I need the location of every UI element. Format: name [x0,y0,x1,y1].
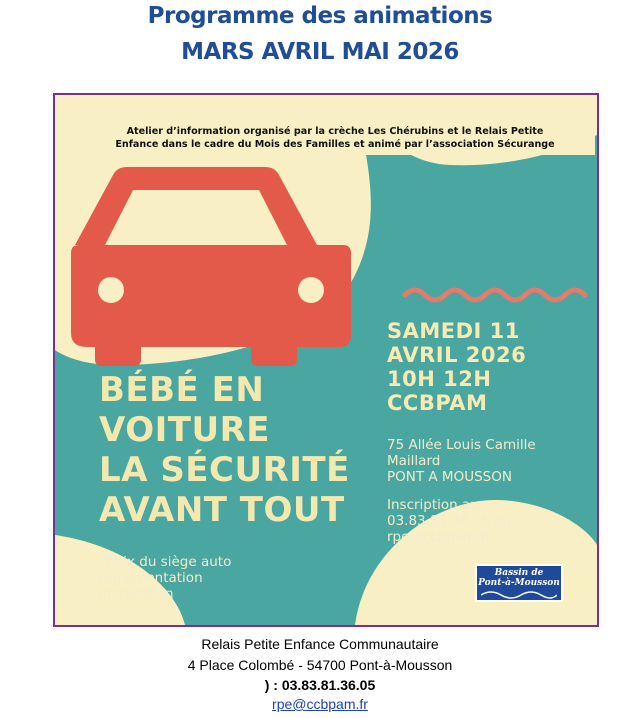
footer-organization: Relais Petite Enfance Communautaire [201,636,439,652]
intro-line: Enfance dans le cadre du Mois des Familles et animé par l’association Sécurange [115,139,555,150]
registration-info [387,497,511,545]
topic-item: installation [99,586,174,602]
topic-item: choix du siège auto [99,554,232,570]
topics-list [99,554,231,602]
registration-line: rpe@ccbpam.fr [387,529,491,545]
logo-line: Pont-à-Mousson [478,578,560,588]
headline-line: BÉBÉ EN [99,370,265,410]
time-line: 10H 12H [387,367,492,391]
date-line: AVRIL 2026 [387,343,527,367]
footer-email-link[interactable]: rpe@ccbpam.fr [272,696,368,712]
place-line: CCBPAM [387,391,488,415]
footer-address: 4 Place Colombé - 54700 Pont-à-Mousson [187,657,453,673]
date-line: SAMEDI 11 [387,319,520,343]
topic-item: règlementation [99,570,203,586]
bassin-logo [475,564,563,602]
page-period: MARS AVRIL MAI 2026 [181,39,459,65]
poster-headline [99,370,350,530]
registration-line: Inscription au [387,497,479,513]
registration-line: 03.83.81.36.05 ou [387,513,512,529]
headline-line: VOITURE [99,410,270,450]
event-poster [55,95,597,625]
logo-wave-icon [481,589,557,599]
logo-line: Bassin de [494,568,544,578]
address-line: 75 Allée Louis Camille [387,437,536,453]
intro-line: Atelier d’information organisé par la crèche Les Chérubins et le Relais Petite [126,126,544,137]
address-line: PONT A MOUSSON [387,469,512,485]
event-address [387,437,536,485]
intro-text [75,125,595,151]
headline-line: AVANT TOUT [99,490,345,530]
headline-line: LA SÉCURITÉ [99,450,350,490]
event-date [387,319,526,415]
car-window [105,190,287,245]
address-line: Maillard [387,453,441,469]
footer-phone: ) : 03.83.81.36.05 [264,677,376,693]
page-title: Programme des animations [147,3,493,29]
wave-line [405,290,585,300]
